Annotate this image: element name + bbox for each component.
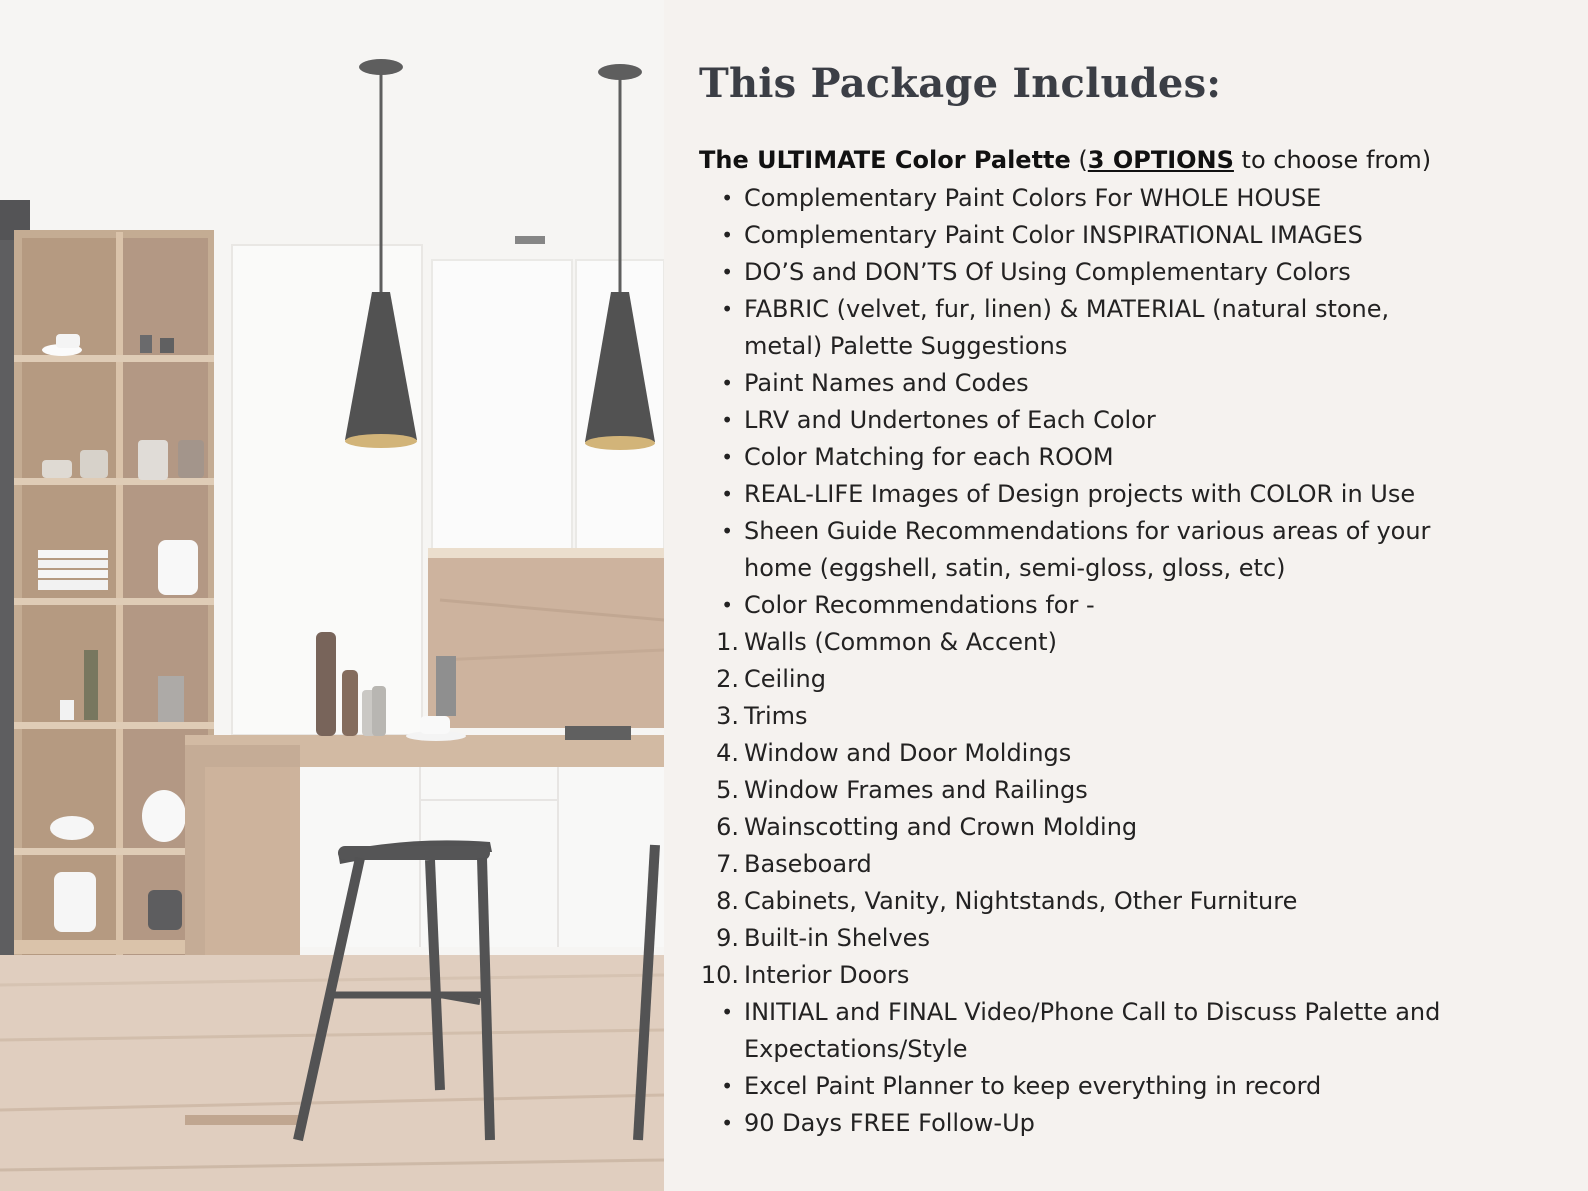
list-item-text: Window and Door Moldings <box>744 739 1072 767</box>
includes-list <box>699 180 1579 1142</box>
list-item-text: Cabinets, Vanity, Nightstands, Other Furniture <box>744 887 1298 915</box>
list-item <box>699 920 1579 957</box>
list-item <box>699 772 1579 809</box>
list-item-marker: 4. <box>716 739 739 767</box>
list-item-marker: • <box>721 260 733 284</box>
list-item-text: Window Frames and Railings <box>744 776 1088 804</box>
list-item-text: Paint Names and Codes <box>744 369 1029 397</box>
kitchen-illustration <box>0 0 664 1191</box>
list-item-marker: • <box>721 482 733 506</box>
options-count: 3 OPTIONS <box>1087 146 1234 174</box>
list-item-marker: • <box>721 297 733 321</box>
list-item-marker: 9. <box>716 924 739 952</box>
list-item <box>699 513 1579 550</box>
list-item-marker: • <box>721 371 733 395</box>
list-item <box>699 365 1579 402</box>
list-item-marker: 5. <box>716 776 739 804</box>
list-item <box>699 809 1579 846</box>
list-item <box>699 1068 1579 1105</box>
list-item-text: Ceiling <box>744 665 826 693</box>
list-item-text: Trims <box>744 702 808 730</box>
list-item-marker: 8. <box>716 887 739 915</box>
list-item-marker: 7. <box>716 850 739 878</box>
list-item <box>699 624 1579 661</box>
list-item <box>699 661 1579 698</box>
list-item <box>699 587 1579 624</box>
list-item <box>699 328 1579 365</box>
list-item <box>699 402 1579 439</box>
package-heading: This Package Includes: <box>699 60 1222 107</box>
list-item <box>699 550 1579 587</box>
list-item-marker: 6. <box>716 813 739 841</box>
list-item <box>699 846 1579 883</box>
list-item <box>699 291 1579 328</box>
list-item-text: Walls (Common & Accent) <box>744 628 1057 656</box>
list-item <box>699 1105 1579 1142</box>
list-item <box>699 1031 1579 1068</box>
list-item-marker: • <box>721 519 733 543</box>
list-item-text: INITIAL and FINAL Video/Phone Call to Discuss Palette and <box>744 998 1441 1026</box>
list-item-marker: 1. <box>716 628 739 656</box>
list-item-marker: • <box>721 445 733 469</box>
list-item-text: Built-in Shelves <box>744 924 930 952</box>
list-item <box>699 254 1579 291</box>
content-panel <box>664 0 1588 1191</box>
list-item-text: LRV and Undertones of Each Color <box>744 406 1156 434</box>
list-item-text: metal) Palette Suggestions <box>744 332 1068 360</box>
list-item-text: 90 Days FREE Follow-Up <box>744 1109 1035 1137</box>
list-item-text: REAL-LIFE Images of Design projects with COLOR in Use <box>744 480 1416 508</box>
list-item-text: Complementary Paint Colors For WHOLE HOUSE <box>744 184 1322 212</box>
list-item-text: Color Matching for each ROOM <box>744 443 1114 471</box>
list-item-text: FABRIC (velvet, fur, linen) & MATERIAL (natural stone, <box>744 295 1390 323</box>
list-item-text: Expectations/Style <box>744 1035 968 1063</box>
list-item <box>699 476 1579 513</box>
list-item-text: Baseboard <box>744 850 872 878</box>
list-item-text: DO’S and DON’TS Of Using Complementary Colors <box>744 258 1351 286</box>
list-item-text: Sheen Guide Recommendations for various areas of your <box>744 517 1431 545</box>
list-item <box>699 957 1579 994</box>
intro-open-paren: ( <box>1070 146 1088 174</box>
intro-rest: to choose from) <box>1233 146 1432 174</box>
list-item <box>699 698 1579 735</box>
list-item-text: Wainscotting and Crown Molding <box>744 813 1138 841</box>
list-item <box>699 735 1579 772</box>
list-item-marker: • <box>721 408 733 432</box>
list-item-marker: • <box>721 186 733 210</box>
list-item-text: Interior Doors <box>744 961 910 989</box>
list-item-text: Excel Paint Planner to keep everything in record <box>744 1072 1322 1100</box>
list-item-marker: 3. <box>716 702 739 730</box>
palette-title: The ULTIMATE Color Palette <box>699 146 1071 174</box>
kitchen-photo <box>0 0 664 1191</box>
list-item-marker: • <box>721 593 733 617</box>
list-item <box>699 217 1579 254</box>
list-item <box>699 439 1579 476</box>
palette-intro <box>699 142 1431 178</box>
list-item <box>699 994 1579 1031</box>
list-item-marker: 10. <box>700 961 739 989</box>
list-item-marker: • <box>721 1000 733 1024</box>
list-item-marker: • <box>721 223 733 247</box>
list-item-marker: 2. <box>716 665 739 693</box>
list-item <box>699 883 1579 920</box>
list-item-text: Complementary Paint Color INSPIRATIONAL IMAGES <box>744 221 1363 249</box>
list-item-text: Color Recommendations for - <box>744 591 1095 619</box>
list-item <box>699 180 1579 217</box>
list-item-text: home (eggshell, satin, semi-gloss, gloss, etc) <box>744 554 1286 582</box>
list-item-marker: • <box>721 1074 733 1098</box>
list-item-marker: • <box>721 1111 733 1135</box>
